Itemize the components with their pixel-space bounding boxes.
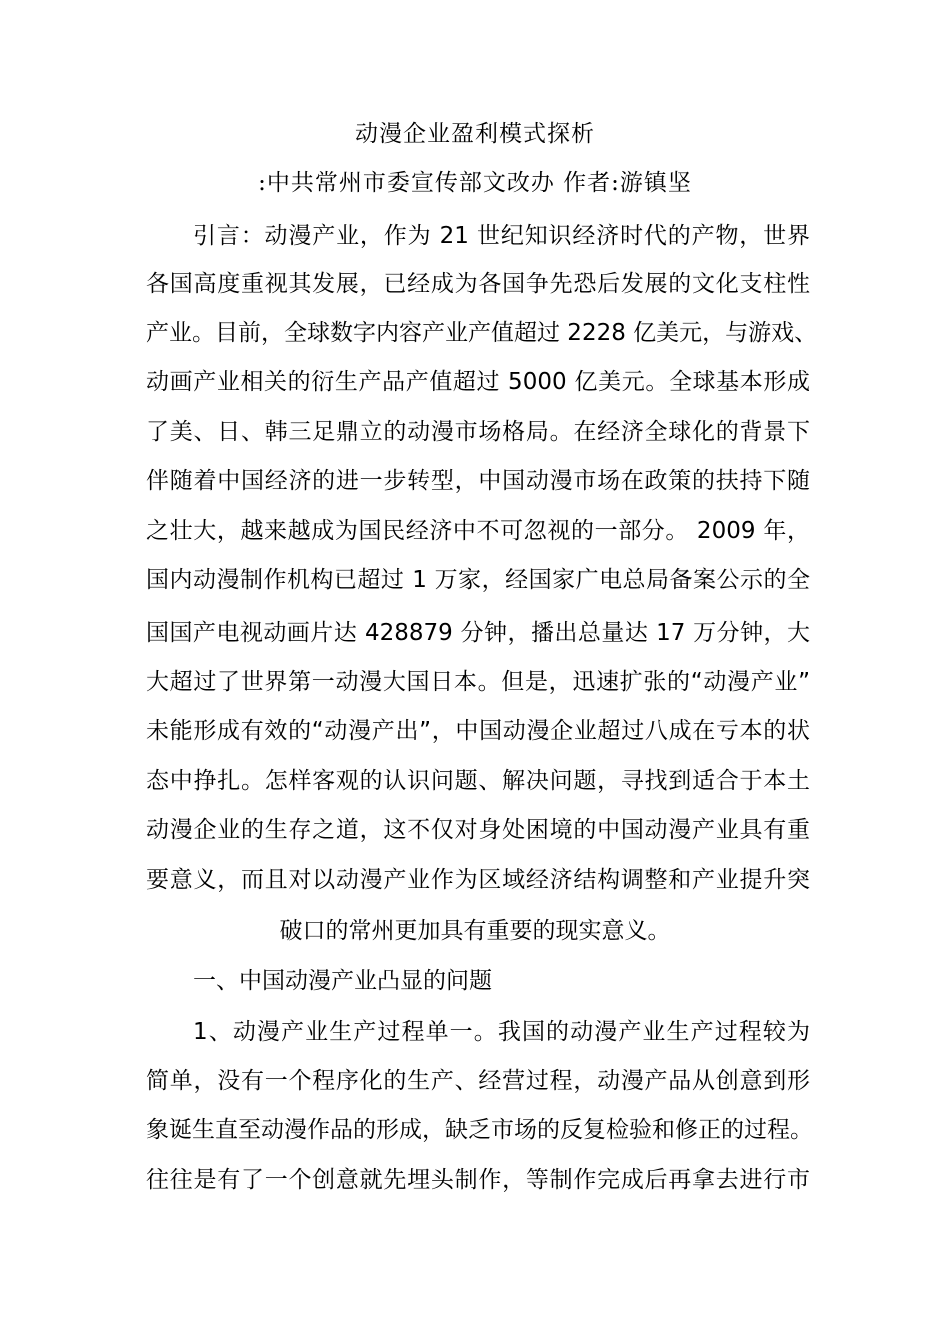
intro-line: 各国高度重视其发展，已经成为各国争先恐后发展的文化支柱性 bbox=[146, 271, 810, 297]
intro-line: 引言：动漫产业，作为 21 世纪知识经济时代的产物，世界 bbox=[193, 223, 810, 249]
intro-line: 态中挣扎。怎样客观的认识问题、解决问题，寻找到适合于本土 bbox=[146, 768, 810, 794]
point-line: 1、动漫产业生产过程单一。我国的动漫产业生产过程较为 bbox=[193, 1019, 810, 1045]
intro-line: 动漫企业的生存之道，这不仅对身处困境的中国动漫产业具有重 bbox=[146, 817, 810, 843]
intro-line: 了美、日、韩三足鼎立的动漫市场格局。在经济全球化的背景下 bbox=[146, 419, 810, 445]
intro-line: 之壮大，越来越成为国民经济中不可忽视的一部分。 2009 年， bbox=[146, 518, 810, 544]
intro-line: 要意义，而且对以动漫产业作为区域经济结构调整和产业提升突 bbox=[146, 867, 810, 893]
document-byline: :中共常州市委宣传部文改办 作者:游镇坚 bbox=[258, 170, 692, 196]
intro-line: 产业。目前，全球数字内容产业产值超过 2228 亿美元，与游戏、 bbox=[146, 320, 818, 346]
intro-line: 动画产业相关的衍生产品产值超过 5000 亿美元。全球基本形成 bbox=[146, 369, 810, 395]
intro-line: 国内动漫制作机构已超过 1 万家，经国家广电总局备案公示的全 bbox=[146, 567, 810, 593]
intro-line: 伴随着中国经济的进一步转型，中国动漫市场在政策的扶持下随 bbox=[146, 468, 810, 494]
document-title: 动漫企业盈利模式探析 bbox=[355, 121, 595, 147]
intro-line: 国国产电视动画片达 428879 分钟，播出总量达 17 万分钟，大 bbox=[146, 620, 810, 646]
point-line: 象诞生直至动漫作品的形成，缺乏市场的反复检验和修正的过程。 bbox=[146, 1117, 813, 1143]
section-heading: 一、中国动漫产业凸显的问题 bbox=[193, 968, 492, 994]
intro-line: 大超过了世界第一动漫大国日本。但是，迅速扩张的“动漫产业” bbox=[146, 669, 810, 695]
intro-line: 未能形成有效的“动漫产出”，中国动漫企业超过八成在亏本的状 bbox=[146, 718, 810, 744]
intro-line-final: 破口的常州更加具有重要的现实意义。 bbox=[279, 918, 671, 944]
point-line: 简单，没有一个程序化的生产、经营过程，动漫产品从创意到形 bbox=[146, 1068, 810, 1094]
point-line: 往往是有了一个创意就先埋头制作，等制作完成后再拿去进行市 bbox=[146, 1167, 810, 1193]
